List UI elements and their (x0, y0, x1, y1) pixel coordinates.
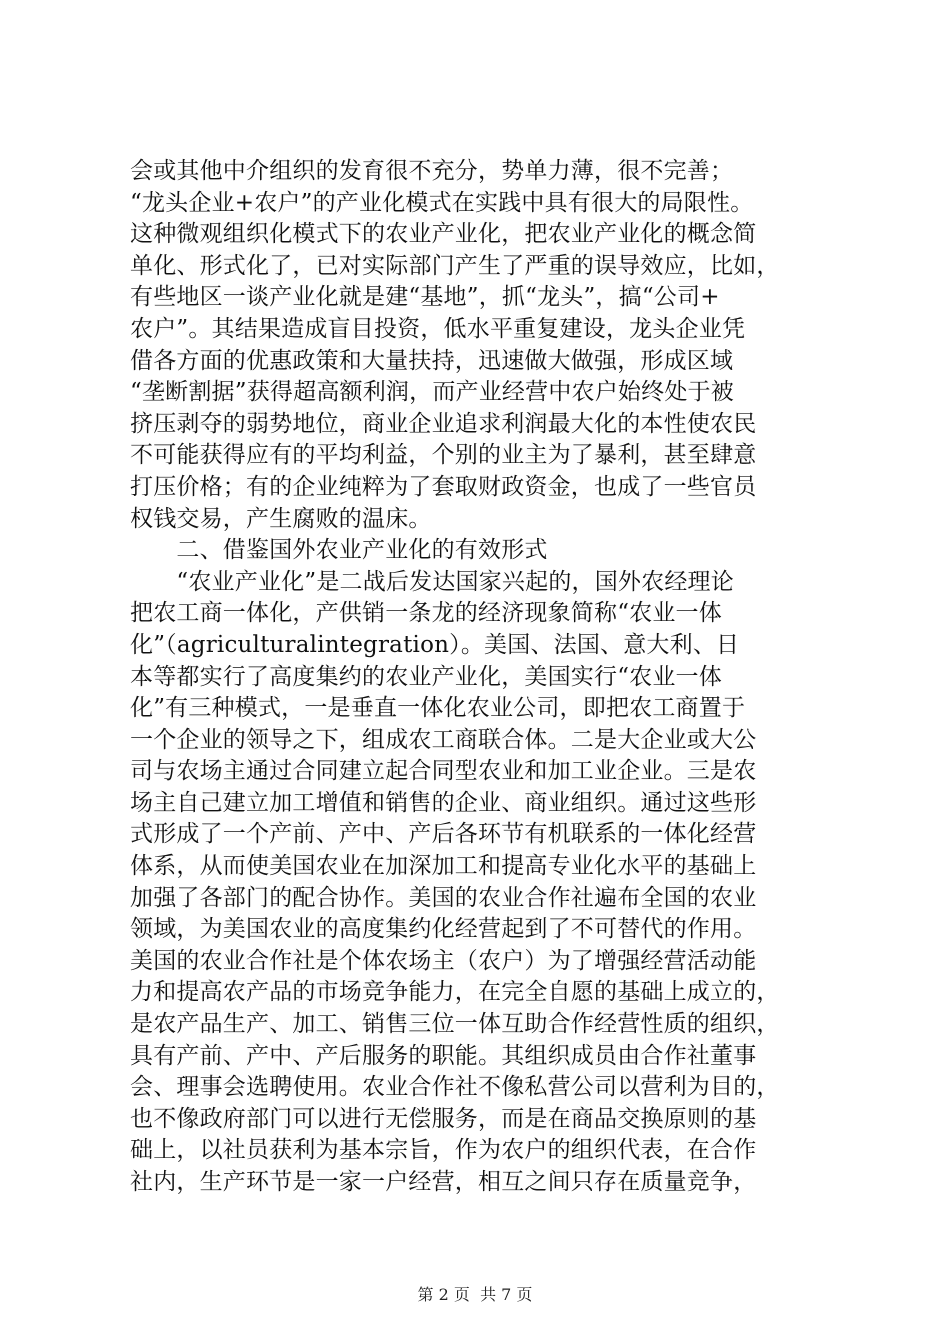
text-line: 具有产前、产中、产后服务的职能。其组织成员由合作社董事 (130, 1042, 757, 1069)
text-line: 农户”。其结果造成盲目投资，低水平重复建设，龙头企业凭 (130, 315, 746, 342)
document-body (130, 156, 850, 1199)
text-line: 会或其他中介组织的发育很不充分，势单力薄，很不完善； (130, 158, 734, 184)
text-line: 权钱交易，产生腐败的温床。 (130, 505, 432, 532)
page-number: 第 2 页 共 7 页 (417, 1285, 533, 1304)
text-line: 会、理事会选聘使用。农业合作社不像私营公司以营利为目的， (130, 1074, 780, 1101)
text-line: 这种微观组织化模式下的农业产业化，把农业产业化的概念简 (130, 221, 757, 248)
text-line: 社内，生产环节是一家一户经营，相互之间只存在质量竞争， (130, 1169, 757, 1195)
text-line: 体系，从而使美国农业在加深加工和提高专业化水平的基础上 (130, 853, 757, 880)
text-line: 加强了各部门的配合协作。美国的农业合作社遍布全国的农业 (130, 884, 757, 911)
text-line: “龙头企业+农户”的产业化模式在实践中具有很大的局限性。 (130, 189, 754, 216)
text-line: 是农产品生产、加工、销售三位一体互助合作经营性质的组织， (130, 1011, 780, 1038)
text-line: 化”（agriculturalintegration）。美国、法国、意大利、日 (130, 631, 740, 658)
text-line: 领域，为美国农业的高度集约化经营起到了不可替代的作用。 (130, 916, 757, 943)
text-line: 借各方面的优惠政策和大量扶持，迅速做大做强，形成区域 (130, 347, 734, 374)
text-line: 挤压剥夺的弱势地位，商业企业追求利润最大化的本性使农民 (130, 410, 757, 437)
text-line: 本等都实行了高度集约的农业产业化，美国实行“农业一体 (130, 663, 722, 690)
text-line: 把农工商一体化，产供销一条龙的经济现象简称“农业一体 (130, 600, 722, 627)
text-line: 式形成了一个产前、产中、产后各环节有机联系的一体化经营 (130, 821, 757, 848)
text-line: 场主自己建立加工增值和销售的企业、商业组织。通过这些形 (130, 789, 757, 816)
text-line: 础上，以社员获利为基本宗旨，作为农户的组织代表，在合作 (130, 1137, 757, 1164)
text-line: 打压价格；有的企业纯粹为了套取财政资金，也成了一些官员 (130, 473, 757, 500)
text-line: 一个企业的领导之下，组成农工商联合体。二是大企业或大公 (130, 726, 757, 753)
text-line: 美国的农业合作社是个体农场主（农户）为了增强经营活动能 (130, 947, 757, 974)
text-line: 单化、形式化了，已对实际部门产生了严重的误导效应，比如， (130, 252, 780, 279)
text-line: 不可能获得应有的平均利益，个别的业主为了暴利，甚至肆意 (130, 442, 757, 469)
text-line: 也不像政府部门可以进行无偿服务，而是在商品交换原则的基 (130, 1105, 757, 1132)
text-line: 力和提高农产品的市场竞争能力，在完全自愿的基础上成立的， (130, 979, 780, 1006)
text-line: “农业产业化”是二战后发达国家兴起的，国外农经理论 (130, 568, 734, 595)
text-line: 有些地区一谈产业化就是建“基地”，抓“龙头”，搞“公司+ (130, 284, 720, 311)
section-heading: 二、借鉴国外农业产业化的有效形式 (130, 537, 548, 564)
text-line: 司与农场主通过合同建立起合同型农业和加工业企业。三是农 (130, 758, 757, 785)
text-line: 化”有三种模式，一是垂直一体化农业公司，即把农工商置于 (130, 695, 746, 722)
text-line: “垄断割据”获得超高额利润，而产业经营中农户始终处于被 (130, 379, 734, 406)
page-footer (0, 1282, 950, 1305)
